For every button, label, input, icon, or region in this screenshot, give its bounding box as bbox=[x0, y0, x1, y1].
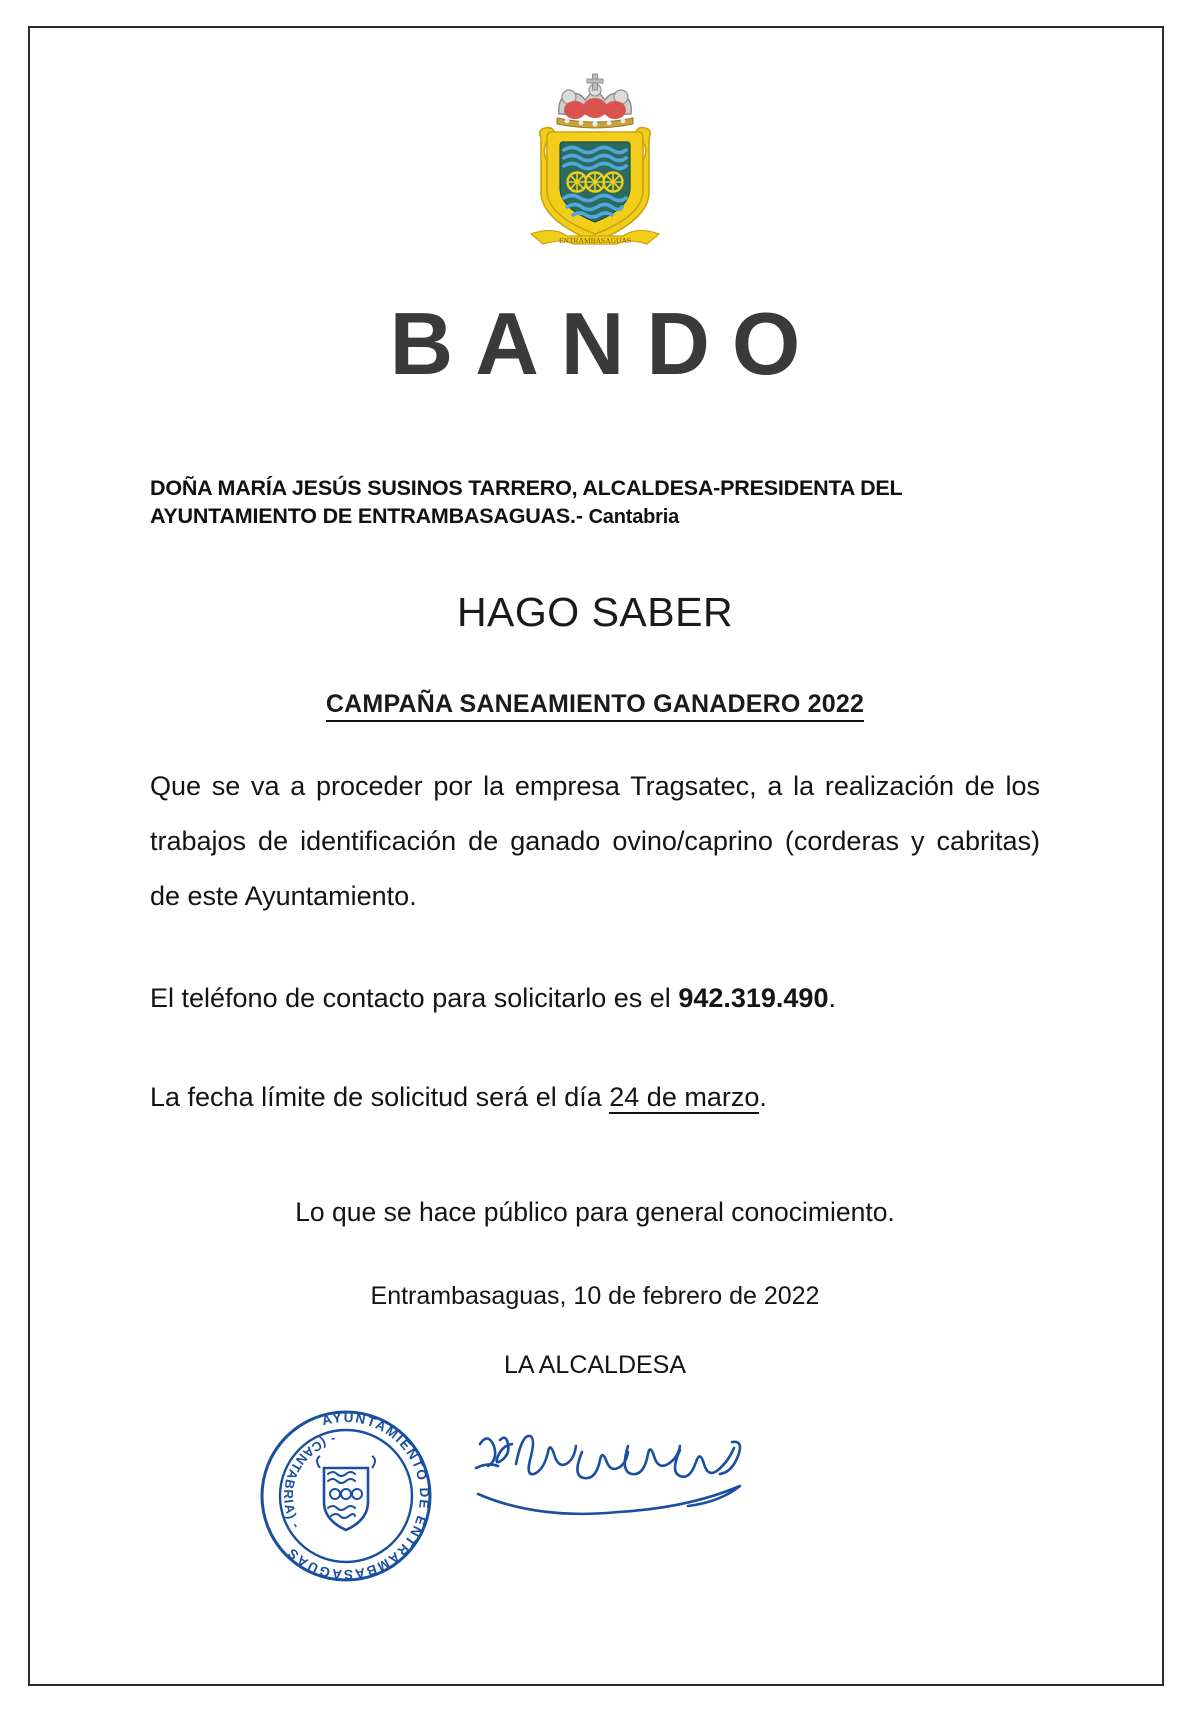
authority-line-1: DOÑA MARÍA JESÚS SUSINOS TARRERO, ALCALDESA-PRESIDENTA DEL bbox=[150, 476, 903, 500]
deadline-text-suffix: . bbox=[759, 1082, 767, 1113]
body-paragraph-phone bbox=[150, 971, 1040, 1026]
phone-text-prefix: El teléfono de contacto para solicitarlo es el bbox=[150, 982, 679, 1013]
handwritten-signature-icon bbox=[470, 1424, 770, 1544]
deadline-text-prefix: La fecha límite de solicitud será el día bbox=[150, 1082, 610, 1113]
public-notice-text: Lo que se hace público para general conocimiento. bbox=[295, 1197, 895, 1228]
deadline-date: 24 de marzo bbox=[609, 1082, 760, 1113]
stamp-and-signature-block bbox=[150, 1384, 1040, 1614]
coat-of-arms-container bbox=[150, 68, 1040, 248]
official-round-stamp-icon bbox=[252, 1402, 440, 1590]
stamp-outer-text: AYUNTAMIENTO DE ENTRAMBASAGUAS bbox=[283, 1409, 433, 1582]
phone-text-suffix: . bbox=[828, 982, 836, 1013]
authority-line-2 bbox=[150, 502, 1040, 530]
authority-municipality: AYUNTAMIENTO DE ENTRAMBASAGUAS.- bbox=[150, 504, 589, 529]
declaration-heading: HAGO SABER bbox=[456, 588, 734, 635]
coat-of-arms-icon bbox=[507, 68, 683, 248]
page-title: BANDO bbox=[389, 294, 823, 393]
body-paragraph-main: Que se va a proceder por la empresa Tragsatec, a la realización de los trabajos de identificación de ganado ovino/caprino (corderas y cabritas) de este Ayuntamiento. bbox=[150, 770, 1040, 912]
signer-title: LA ALCALDESA bbox=[503, 1350, 687, 1379]
document-content bbox=[150, 60, 1040, 1614]
campaign-heading-text: CAMPAÑA SANEAMIENTO GANADERO 2022 bbox=[326, 690, 864, 722]
contact-phone-number: 942.319.490 bbox=[678, 982, 829, 1013]
stamp-inner-text: - (CANTABRIA) - bbox=[280, 1431, 338, 1532]
campaign-heading bbox=[150, 690, 1040, 719]
place-and-date: Entrambasaguas, 10 de febrero de 2022 bbox=[370, 1281, 820, 1310]
authority-header bbox=[150, 474, 1040, 531]
body-paragraph-deadline bbox=[150, 1070, 1040, 1125]
crest-scroll-text: ENTRAMBASAGUAS bbox=[558, 236, 632, 245]
authority-region: Cantabria bbox=[588, 506, 680, 529]
